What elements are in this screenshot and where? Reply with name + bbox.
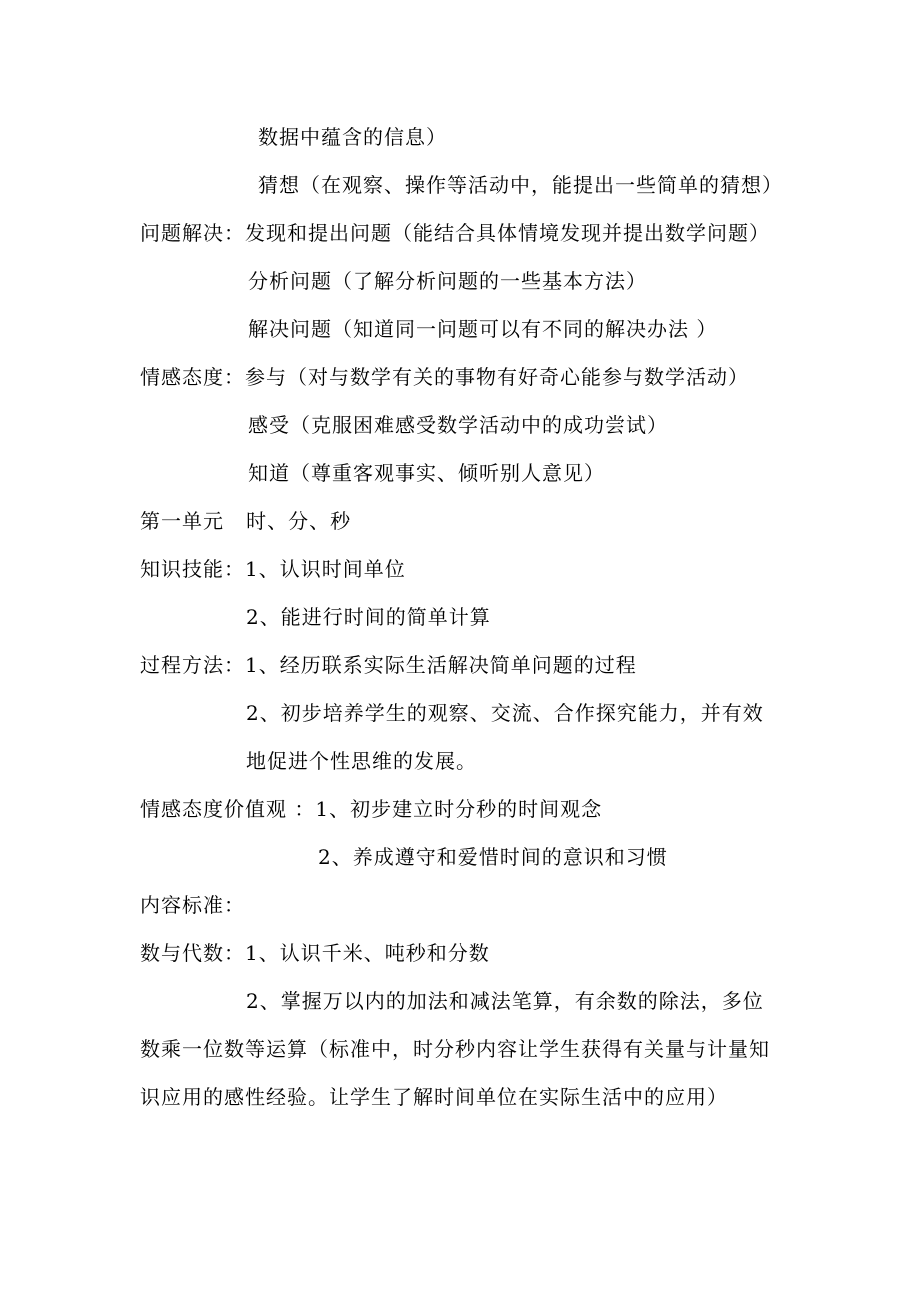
section-heading-knowledge: 知识技能：1、认识时间单位 <box>140 557 406 581</box>
text-line: 分析问题（了解分析问题的一些基本方法） <box>248 269 647 293</box>
section-heading-content-standard: 内容标准： <box>140 893 245 917</box>
section-heading-attitude: 情感态度：参与（对与数学有关的事物有好奇心能参与数学活动） <box>140 365 749 389</box>
text-line: 2、掌握万以内的加法和减法笔算，有余数的除法，多位 <box>246 989 764 1013</box>
section-heading-problem-solving: 问题解决：发现和提出问题（能结合具体情境发现并提出数学问题） <box>140 221 770 245</box>
section-heading-process: 过程方法：1、经历联系实际生活解决简单问题的过程 <box>140 653 637 677</box>
text-line: 地促进个性思维的发展。 <box>246 749 477 773</box>
text-line: 数据中蕴含的信息） <box>258 125 447 149</box>
unit-title: 第一单元 时、分、秒 <box>140 509 352 533</box>
section-heading-values: 情感态度价值观 ：1、初步建立时分秒的时间观念 <box>140 797 603 821</box>
text-line: 知道（尊重客观事实、倾听别人意见） <box>248 461 605 485</box>
section-heading-numbers-algebra: 数与代数：1、认识千米、吨秒和分数 <box>140 941 490 965</box>
text-line: 感受（克服困难感受数学活动中的成功尝试） <box>248 413 668 437</box>
text-line: 解决问题（知道同一问题可以有不同的解决办法 ） <box>248 317 718 341</box>
text-line: 数乘一位数等运算（标准中，时分秒内容让学生获得有关量与计量知 <box>140 1037 770 1061</box>
text-line: 猜想（在观察、操作等活动中，能提出一些简单的猜想） <box>258 173 783 197</box>
text-line: 2、初步培养学生的观察、交流、合作探究能力，并有效 <box>246 701 764 725</box>
text-line: 2、能进行时间的简单计算 <box>246 605 491 629</box>
text-line: 2、养成遵守和爱惜时间的意识和习惯 <box>318 845 668 869</box>
text-line: 识应用的感性经验。让学生了解时间单位在实际生活中的应用） <box>140 1085 728 1109</box>
